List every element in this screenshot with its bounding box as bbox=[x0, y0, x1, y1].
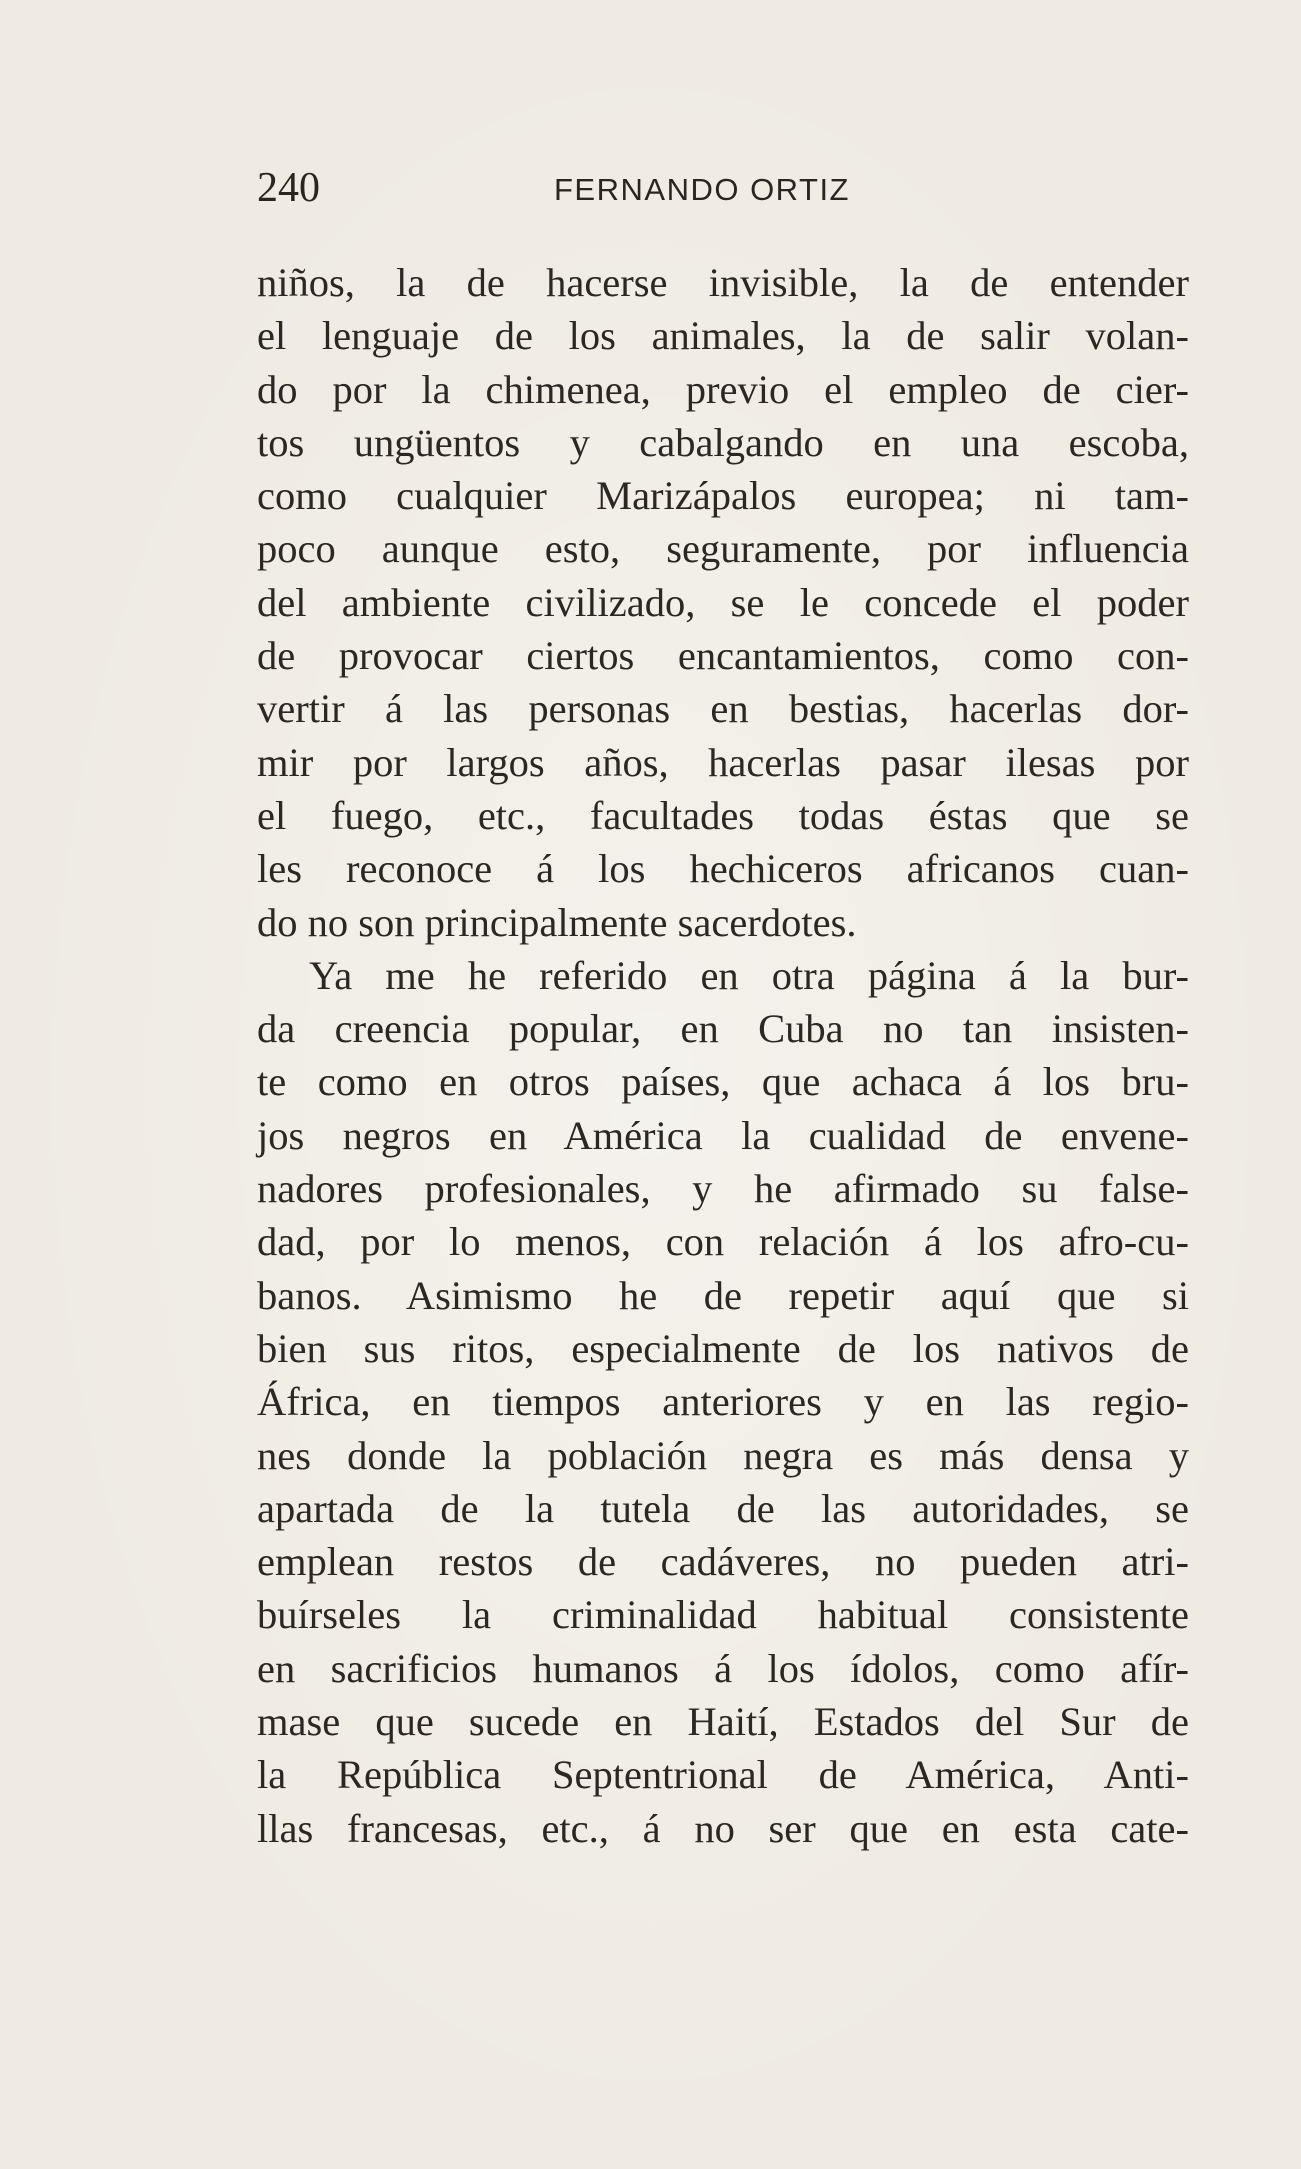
text-line: les reconoce á los hechiceros africanos cuan- bbox=[257, 846, 1189, 892]
text-line: Ya me he referido en otra página á la bur- bbox=[309, 952, 1189, 998]
paragraph-1 bbox=[257, 256, 1189, 949]
text-line: como cualquier Marizápalos europea; ni tam- bbox=[257, 473, 1189, 519]
text-line: de provocar ciertos encantamientos, como con- bbox=[257, 633, 1189, 679]
text-line: mir por largos años, hacerlas pasar ilesas por bbox=[257, 739, 1189, 785]
text-line: emplean restos de cadáveres, no pueden atri- bbox=[257, 1539, 1189, 1585]
text-line: nadores profesionales, y he afirmado su false- bbox=[257, 1166, 1189, 1212]
text-line: nes donde la población negra es más densa y bbox=[257, 1432, 1189, 1478]
text-line: jos negros en América la cualidad de envene- bbox=[257, 1112, 1189, 1158]
text-line: llas francesas, etc., á no ser que en esta cate- bbox=[257, 1805, 1189, 1851]
text-line: niños, la de hacerse invisible, la de entender bbox=[257, 260, 1189, 305]
text-line: el fuego, etc., facultades todas éstas que se bbox=[257, 792, 1189, 838]
paragraph-2 bbox=[257, 949, 1189, 1855]
text-line: do no son principalmente sacerdotes. bbox=[257, 899, 857, 945]
text-line: do por la chimenea, previo el empleo de cier- bbox=[257, 366, 1189, 412]
text-line: banos. Asimismo he de repetir aquí que si bbox=[257, 1272, 1189, 1318]
text-line: la República Septentrional de América, Anti- bbox=[257, 1752, 1189, 1798]
running-head-author: FERNANDO ORTIZ bbox=[554, 172, 850, 207]
text-line: bien sus ritos, especialmente de los nativos de bbox=[257, 1325, 1189, 1371]
page-number: 240 bbox=[257, 165, 320, 211]
text-line: apartada de la tutela de las autoridades, se bbox=[257, 1485, 1189, 1531]
text-line: del ambiente civilizado, se le concede el poder bbox=[257, 579, 1189, 625]
text-line: África, en tiempos anteriores y en las regio- bbox=[257, 1379, 1189, 1425]
text-line: da creencia popular, en Cuba no tan insisten- bbox=[257, 1006, 1189, 1052]
body-text bbox=[257, 256, 1189, 1855]
text-line: te como en otros países, que achaca á los bru- bbox=[257, 1059, 1189, 1105]
text-line: vertir á las personas en bestias, hacerlas dor- bbox=[257, 686, 1189, 732]
text-line: tos ungüentos y cabalgando en una escoba, bbox=[257, 419, 1189, 465]
running-head bbox=[257, 158, 1187, 218]
text-line: poco aunque esto, seguramente, por influencia bbox=[257, 526, 1189, 572]
text-line: dad, por lo menos, con relación á los afro-cu- bbox=[257, 1219, 1189, 1265]
text-line: buírseles la criminalidad habitual consistente bbox=[257, 1592, 1189, 1638]
text-line: en sacrificios humanos á los ídolos, como afír- bbox=[257, 1645, 1189, 1691]
text-line: mase que sucede en Haití, Estados del Sur de bbox=[257, 1699, 1189, 1745]
text-line: el lenguaje de los animales, la de salir volan- bbox=[257, 313, 1189, 359]
